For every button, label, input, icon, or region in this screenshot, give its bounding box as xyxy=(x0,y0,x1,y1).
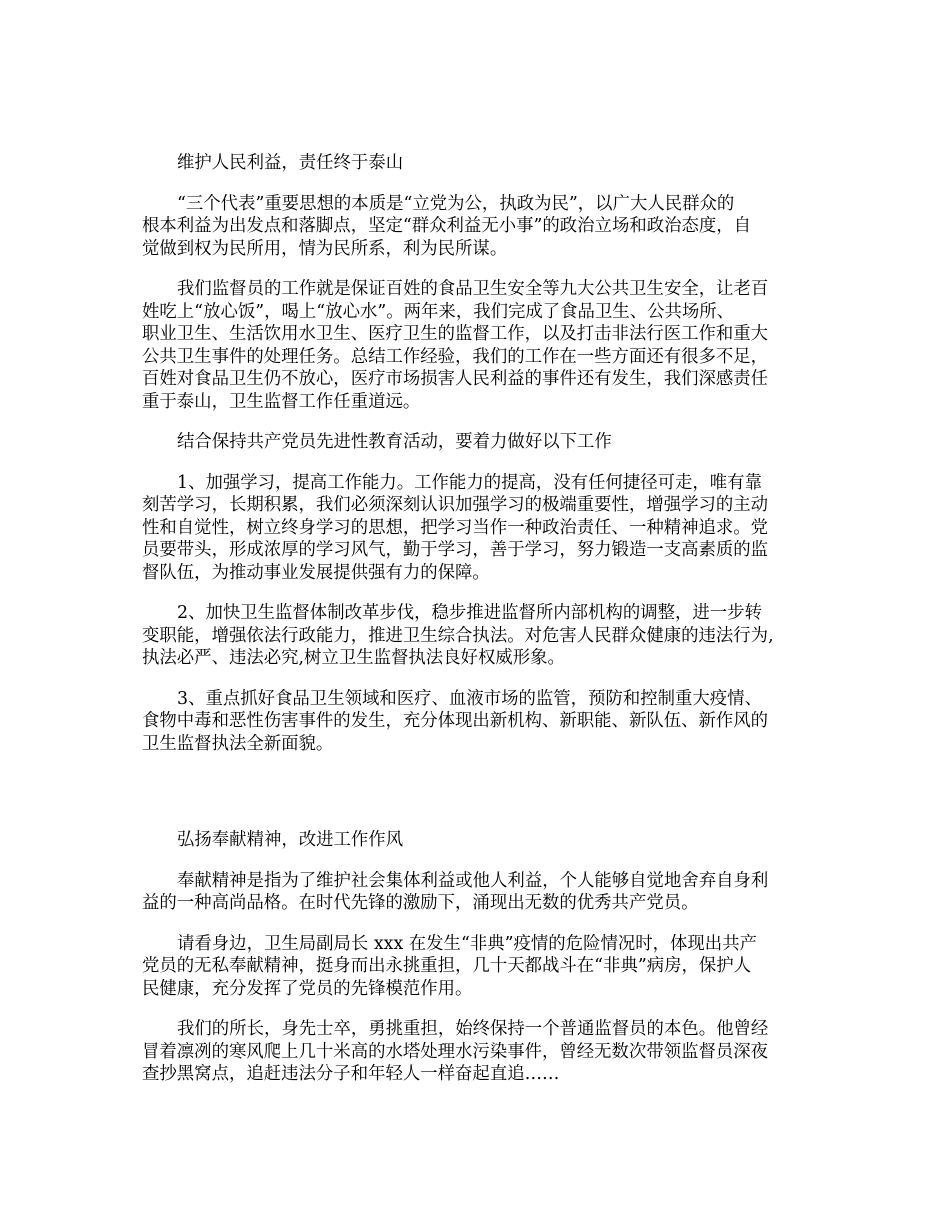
text-line: 职业卫生、生活饮用水卫生、医疗卫生的监督工作，以及打击非法行医工作和重大 xyxy=(142,324,769,344)
list-item xyxy=(142,688,814,756)
section-1 xyxy=(142,152,814,755)
paragraph xyxy=(142,870,814,915)
text-line: 姓吃上“放心饭”，喝上“放心水”。两年来，我们完成了食品卫生、公共场所、 xyxy=(142,301,735,322)
text-line: 刻苦学习，长期积累，我们必须深刻认识加强学习的极端重要性，增强学习的主动 xyxy=(142,495,769,515)
text-line: 百姓对食品卫生仍不放心，医疗市场损害人民利益的事件还有发生，我们深感责任 xyxy=(142,369,769,389)
text-line: 公共卫生事件的处理任务。总结工作经验，我们的工作在一些方面还有很多不足， xyxy=(142,346,769,367)
text-line: 请看身边，卫生局副局长 xxx 在发生“非典”疫情的危险情况时，体现出共产 xyxy=(177,933,757,954)
text-line: 根本利益为出发点和落脚点，坚定“群众利益无小事”的政治立场和政治态度，自 xyxy=(142,216,752,236)
list-item xyxy=(142,472,814,585)
text-line: 觉做到权为民所用，情为民所系，利为民所谋。 xyxy=(142,238,508,259)
text-line: “三个代表”重要思想的本质是“立党为公，执政为民”，以广大人民群众的 xyxy=(177,193,735,214)
text-line: 结合保持共产党员先进性教育活动，要着力做好以下工作 xyxy=(177,432,612,452)
paragraph xyxy=(142,278,814,413)
text-line: 弘扬奉献精神，改进工作作风 xyxy=(177,830,404,850)
text-line: 3、重点抓好食品卫生领域和医疗、血液市场的监管，预防和控制重大疫情、 xyxy=(177,688,762,709)
document-page xyxy=(142,152,814,1104)
text-line: 党员的无私奉献精神，挺身而出永挑重担，几十天都战斗在“非典”病房，保护人 xyxy=(142,956,752,976)
text-line: 益的一种高尚品格。在时代先锋的激励下，涌现出无数的优秀共产党员。 xyxy=(142,893,699,913)
text-line: 卫生监督执法全新面貌。 xyxy=(142,733,334,754)
section-heading xyxy=(142,152,814,175)
text-line: 重于泰山，卫生监督工作任重道远。 xyxy=(142,391,421,412)
text-line: 员要带头，形成浓厚的学习风气，勤于学习，善于学习，努力锻造一支高素质的监 xyxy=(142,540,769,560)
text-line: 2、加快卫生监督体制改革步伐，稳步推进监督所内部机构的调整，进一步转 xyxy=(177,603,762,623)
text-line: 变职能，增强依法行政能力，推进卫生综合执法。对危害人民群众健康的违法行为, xyxy=(142,625,774,646)
text-line: 食物中毒和恶性伤害事件的发生，充分体现出新机构、新职能、新队伍、新作风的 xyxy=(142,711,769,731)
text-line: 我们的所长，身先士卒，勇挑重担，始终保持一个普通监督员的本色。他曾经 xyxy=(177,1019,769,1039)
text-line: 性和自觉性，树立终身学习的思想，把学习当作一种政治责任、一种精神追求。党 xyxy=(142,517,769,538)
text-line: 冒着凛冽的寒风爬上几十米高的水塔处理水污染事件，曾经无数次带领监督员深夜 xyxy=(142,1041,769,1062)
text-line: 督队伍，为推动事业发展提供强有力的保障。 xyxy=(142,562,490,583)
text-line: 执法必严、违法必究,树立卫生监督执法良好权威形象。 xyxy=(142,648,565,668)
text-line: 民健康，充分发挥了党员的先锋模范作用。 xyxy=(142,978,473,999)
text-line: 查抄黑窝点，追赶违法分子和年轻人一样奋起直追…… xyxy=(142,1064,560,1084)
text-line: 奉献精神是指为了维护社会集体利益或他人利益，个人能够自觉地舍弃自身利 xyxy=(177,870,769,891)
section-spacer xyxy=(142,773,814,829)
section-heading xyxy=(142,829,814,852)
text-line: 我们监督员的工作就是保证百姓的食品卫生安全等九大公共卫生安全，让老百 xyxy=(177,279,769,299)
text-line: 维护人民利益，责任终于泰山 xyxy=(177,153,404,173)
text-line: 1、加强学习，提高工作能力。工作能力的提高，没有任何捷径可走，唯有靠 xyxy=(177,472,762,493)
paragraph xyxy=(142,193,814,261)
list-item xyxy=(142,602,814,670)
section-2 xyxy=(142,829,814,1086)
paragraph xyxy=(142,1018,814,1086)
section-heading xyxy=(142,431,814,454)
paragraph xyxy=(142,933,814,1001)
